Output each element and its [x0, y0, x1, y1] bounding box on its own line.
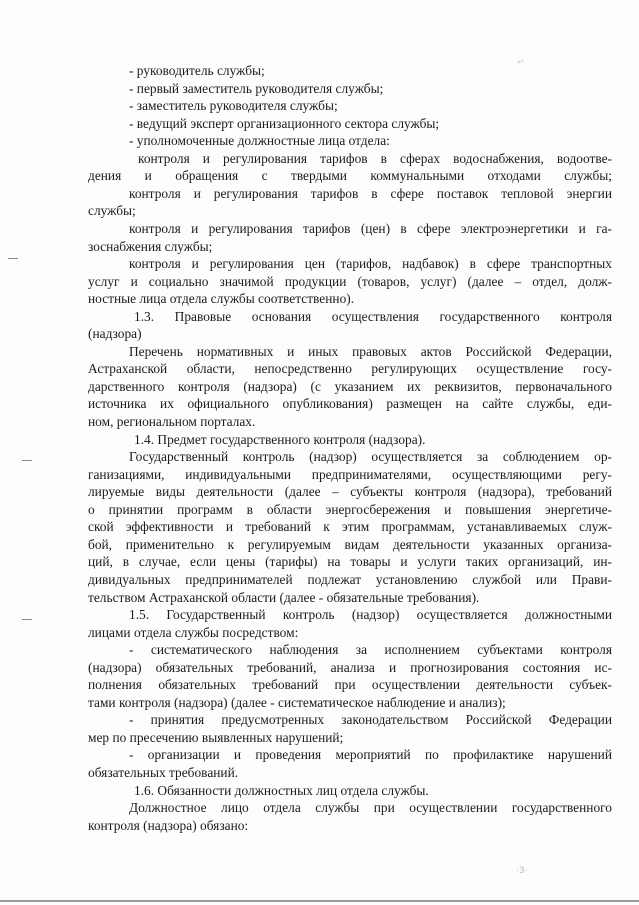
scan-speck: ·3· [516, 866, 528, 876]
text-line: 1.6. Обязанности должностных лиц отдела службы. [134, 782, 429, 798]
text-line: контроля и регулирования тарифов в сфере поставок тепловой энергии [129, 185, 612, 201]
text-line: - руководитель службы; [129, 63, 265, 78]
text-line: - уполномоченные должностные лица отдела: [129, 133, 390, 149]
text-line: лируемые виды деятельности (далее – субъекты контроля (надзора), требований [88, 484, 612, 500]
text-line: ской эффективности и требований к этим программам, устанавливаемых служ- [88, 519, 612, 535]
text-line: зоснабжения службы; [88, 238, 213, 254]
text-line: ганизациями, индивидуальными предпринимателями, осуществляющими регу- [88, 466, 612, 482]
text-line: источника их официального опубликования) размещен на сайте службы, еди- [88, 396, 612, 412]
text-line: службы; [88, 203, 136, 219]
text-line: дарственного контроля (надзора) (с указанием их реквизитов, первоначального [88, 378, 612, 394]
text-line: Государственный контроль (надзор) осуществляется за соблюдением ор- [129, 449, 612, 465]
text-line: обязательных требований. [88, 765, 239, 780]
text-line: 1.4. Предмет государственного контроля (надзора). [134, 431, 426, 447]
text-line: тельством Астраханской области (далее - обязательные требования). [88, 589, 480, 605]
text-line: (надзора) обязательных требований, анализа и прогнозирования состояния ис- [88, 659, 612, 675]
scan-artifact [22, 460, 32, 461]
text-line: 1.3. Правовые основания осуществления государственного контроля [134, 308, 612, 324]
text-line: дения и обращения с твердыми коммунальными отходами службы; [88, 168, 612, 184]
text-line: ностные лица отдела службы соответственно). [88, 291, 355, 307]
text-line: мер по пресечению выявленных нарушений; [88, 729, 344, 745]
text-line: - первый заместитель руководителя службы; [129, 80, 384, 96]
text-line: - ведущий эксперт организационного сектора службы; [129, 115, 440, 131]
scan-artifact [22, 619, 32, 620]
text-line: полнения обязательных требований при осуществлении деятельности субъек- [88, 677, 612, 693]
text-line: тами контроля (надзора) (далее - систематическое наблюдение и анализ); [88, 694, 506, 710]
text-line: (надзора) [88, 326, 142, 342]
text-line: - систематического наблюдения за исполнением субъектами контроля [129, 642, 612, 658]
text-line: контроля (надзора) обязано: [88, 817, 249, 833]
text-line: лицами отдела службы посредством: [88, 624, 299, 640]
text-line: Должностное лицо отдела службы при осуществлении государственного [129, 800, 612, 816]
text-line: бой, применительно к регулируемым видам деятельности указанных организа- [88, 536, 612, 552]
text-line: Астраханской области, непосредственно регулирующих осуществление госу- [88, 361, 612, 377]
text-line: ций, в случае, если цены (тарифы) на товары и услуги таких организаций, ин- [88, 554, 612, 570]
text-line: дивидуальных предпринимателей подлежат установлению службой или Прави- [88, 571, 612, 587]
scan-speck: °ʹ [517, 60, 525, 70]
text-line: контроля и регулирования тарифов в сферах водоснабжения, водоотве- [138, 150, 612, 166]
text-line: - организации и проведения мероприятий по профилактике нарушений [129, 747, 612, 763]
text-line: 1.5. Государственный контроль (надзор) осуществляется должностными [129, 607, 612, 623]
scan-artifact [8, 258, 18, 259]
text-line: - заместитель руководителя службы; [129, 98, 338, 114]
text-line: контроля и регулирования цен (тарифов, надбавок) в сфере транспортных [129, 256, 612, 272]
text-line: - принятия предусмотренных законодательством Российской Федерации [129, 712, 612, 728]
text-line: ном, региональном порталах. [88, 414, 256, 429]
text-line: о принятии программ в области энергосбережения и повышения энергетиче- [88, 501, 612, 517]
scan-edge [0, 900, 639, 902]
text-line: контроля и регулирования тарифов (цен) в сфере электроэнергетики и га- [129, 220, 612, 236]
text-line: услуг и социально значимой продукции (товаров, услуг) (далее – отдел, долж- [88, 273, 612, 289]
text-line: Перечень нормативных и иных правовых актов Российской Федерации, [129, 343, 612, 359]
